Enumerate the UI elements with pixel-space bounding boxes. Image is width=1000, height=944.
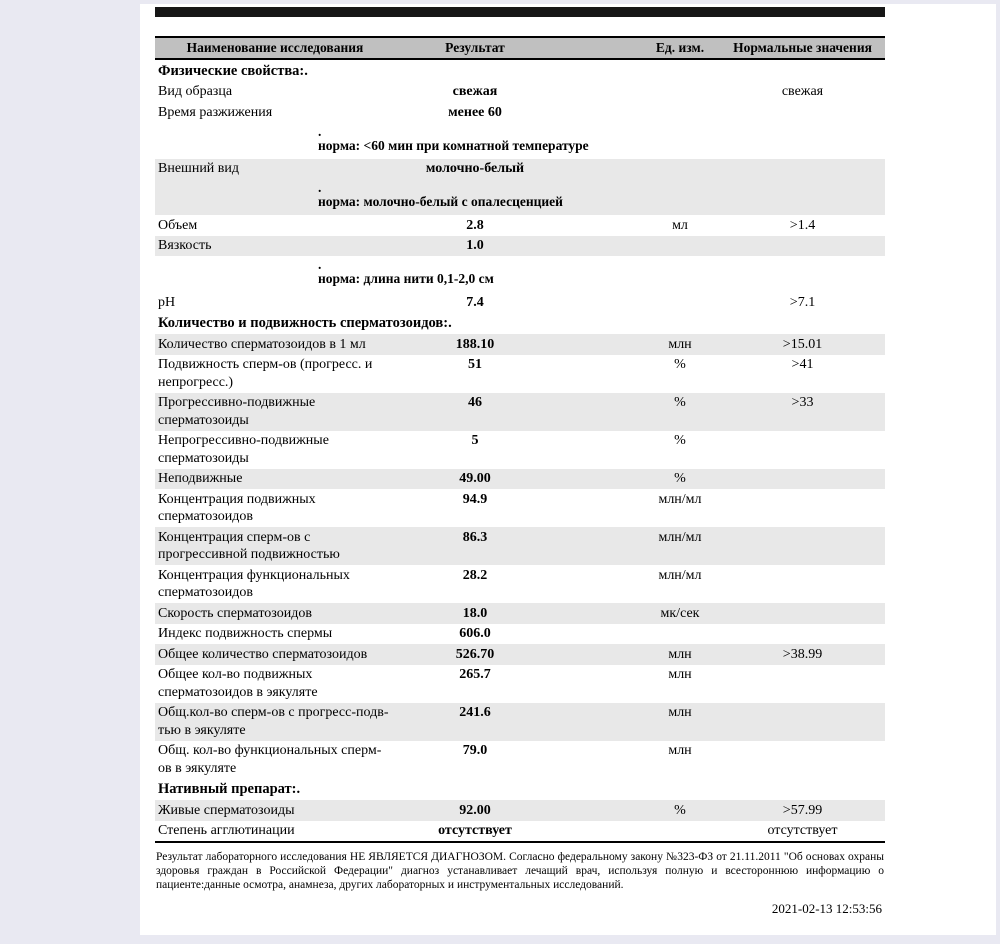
results-table-body — [155, 60, 885, 843]
test-unit: млн — [668, 705, 692, 720]
test-name: Общ. кол-во функциональных сперм-ов в эякуляте — [158, 743, 382, 776]
test-result: 94.9 — [462, 491, 488, 507]
test-normal: >41 — [791, 357, 814, 372]
test-result: менее 60 — [448, 104, 502, 120]
test-unit: млн — [668, 646, 692, 662]
test-name: pH — [158, 294, 176, 310]
test-name: Объем — [158, 217, 198, 233]
test-result: 265.7 — [459, 667, 491, 682]
test-name: Общее кол-во подвижных сперматозоидов в эякуляте — [158, 667, 318, 700]
table-row — [155, 800, 885, 821]
test-name: Концентрация функциональных сперматозоидов — [158, 567, 350, 600]
test-name: Концентрация сперм-ов с прогрессивной подвижностью — [158, 529, 340, 562]
test-unit: млн/мл — [658, 567, 702, 583]
note-text: норма: длина нити 0,1-2,0 см — [318, 271, 494, 286]
test-normal: >57.99 — [782, 802, 823, 818]
norm-note — [155, 123, 885, 159]
test-name: Концентрация подвижных сперматозоидов — [158, 491, 316, 524]
test-result: 1.0 — [466, 238, 484, 253]
test-unit: млн — [668, 667, 692, 682]
test-name: Время разжижения — [158, 104, 273, 120]
column-header-spacer — [555, 40, 640, 56]
test-result: свежая — [452, 84, 498, 99]
test-name: Общ.кол-во сперм-ов с прогресс-подв-тью в эякуляте — [158, 705, 389, 738]
test-name: Скорость сперматозоидов — [158, 605, 312, 621]
note-text: норма: молочно-белый с опалесценцией — [318, 194, 563, 209]
test-normal: >15.01 — [782, 336, 823, 352]
test-result: 46 — [468, 395, 482, 410]
test-unit: % — [674, 471, 686, 486]
test-result: 526.70 — [455, 646, 495, 662]
test-result: молочно-белый — [425, 161, 525, 176]
test-name: Подвижность сперм-ов (прогресс. и непрогресс.) — [158, 357, 373, 390]
table-row — [155, 644, 885, 665]
table-row — [155, 334, 885, 355]
test-unit: млн — [668, 336, 692, 352]
table-row — [155, 565, 885, 603]
test-normal: >38.99 — [782, 646, 823, 662]
column-header-result: Результат — [445, 40, 505, 55]
table-row — [155, 82, 885, 103]
test-normal: свежая — [781, 84, 824, 99]
table-row — [155, 102, 885, 123]
column-header-normal: Нормальные значения — [733, 40, 872, 55]
test-result: 92.00 — [459, 802, 491, 818]
test-result: 2.8 — [466, 217, 484, 233]
test-result: 18.0 — [462, 605, 488, 621]
table-row — [155, 603, 885, 624]
test-result: отсутствует — [438, 823, 512, 838]
disclaimer-text: Результат лабораторного исследования НЕ ЯВЛЯЕТСЯ ДИАГНОЗОМ. Согласно федеральному закону №323-ФЗ от 21.11.2011 "Об основах охраны здоровья граждан в Российской Федерации" диагноз устанавливает лечащий врач, используя полную и всестороннюю информацию о пациенте:данные осмотра, анамнеза, других лабораторных и инструментальных исследований. — [156, 851, 884, 891]
norm-note — [155, 179, 885, 215]
test-name: Количество сперматозоидов в 1 мл — [158, 336, 366, 352]
test-unit: % — [674, 802, 686, 818]
test-unit: млн/мл — [658, 491, 702, 507]
test-result: 606.0 — [459, 626, 491, 641]
top-scrollbar — [155, 7, 885, 17]
test-normal: >33 — [791, 395, 814, 410]
test-unit: млн — [668, 743, 692, 758]
table-row — [155, 355, 885, 393]
column-header-unit: Ед. изм. — [655, 40, 705, 55]
section-header: Нативный препарат:. — [158, 781, 301, 797]
test-unit: млн/мл — [658, 529, 702, 545]
test-name: Степень агглютинации — [158, 823, 295, 838]
test-result: 241.6 — [459, 705, 491, 720]
table-row — [155, 215, 885, 236]
table-row — [155, 665, 885, 703]
test-name: Индекс подвижность спермы — [158, 626, 333, 641]
section-header: Количество и подвижность сперматозоидов:. — [158, 315, 452, 331]
table-row — [155, 469, 885, 490]
test-result: 49.00 — [459, 471, 491, 486]
test-result: 86.3 — [462, 529, 488, 545]
test-name: Непрогрессивно-подвижные сперматозоиды — [158, 433, 329, 466]
test-result: 28.2 — [462, 567, 488, 583]
test-unit: % — [674, 395, 686, 410]
test-result: 51 — [468, 357, 482, 372]
table-row — [155, 821, 885, 842]
norm-note — [155, 256, 885, 292]
table-row — [155, 741, 885, 779]
test-result: 188.10 — [455, 336, 495, 352]
table-row — [155, 236, 885, 257]
results-table — [155, 36, 885, 917]
test-unit: % — [674, 357, 686, 372]
test-name: Неподвижные — [158, 471, 243, 486]
note-text: норма: <60 мин при комнатной температуре — [318, 137, 589, 153]
table-row — [155, 624, 885, 645]
note-dot: . — [318, 123, 322, 139]
table-row — [155, 393, 885, 431]
table-row — [155, 703, 885, 741]
table-row — [155, 431, 885, 469]
note-dot: . — [318, 257, 322, 272]
test-name: Вязкость — [158, 238, 212, 253]
report-timestamp: 2021-02-13 12:53:56 — [771, 901, 882, 916]
test-result: 79.0 — [462, 743, 488, 758]
test-name: Общее количество сперматозоидов — [158, 646, 368, 662]
test-unit: % — [674, 433, 686, 448]
table-header-row — [155, 36, 885, 60]
test-name: Прогрессивно-подвижные сперматозоиды — [158, 395, 316, 428]
test-unit: мл — [672, 217, 688, 233]
table-row — [155, 159, 885, 180]
test-normal: >1.4 — [789, 217, 816, 233]
test-result: 7.4 — [466, 294, 484, 310]
test-normal: отсутствует — [767, 823, 838, 838]
test-result: 5 — [471, 433, 479, 448]
table-row — [155, 527, 885, 565]
test-normal: >7.1 — [789, 294, 816, 310]
column-header-name: Наименование исследования — [186, 40, 364, 55]
test-unit: мк/сек — [660, 605, 700, 621]
table-row — [155, 489, 885, 527]
note-dot: . — [318, 180, 322, 195]
document-page — [140, 4, 996, 935]
section-header: Физические свойства:. — [158, 62, 308, 79]
table-row — [155, 292, 885, 313]
test-name: Живые сперматозоиды — [158, 802, 295, 818]
test-name: Внешний вид — [158, 161, 240, 176]
test-name: Вид образца — [158, 84, 233, 99]
